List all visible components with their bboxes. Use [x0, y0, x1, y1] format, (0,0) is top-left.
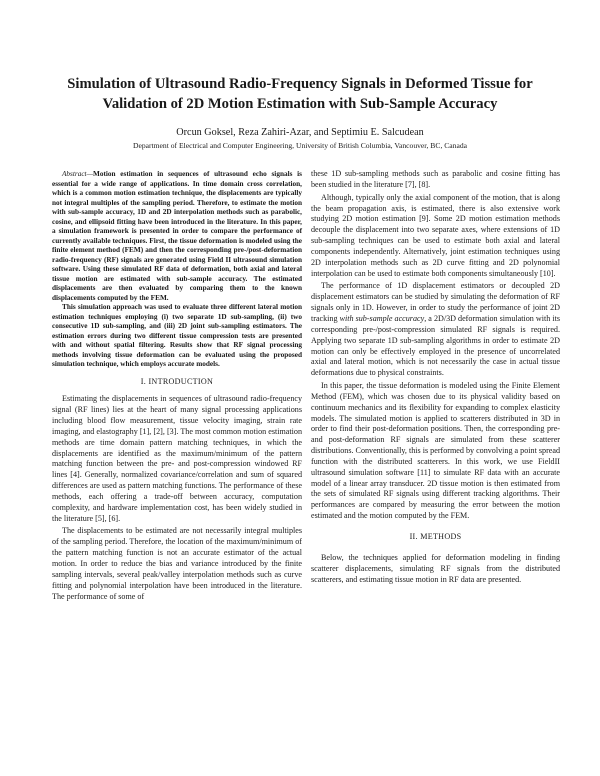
methods-paragraph-1: Below, the techniques applied for deformation modeling in finding scatterer displacements, simulating RF signals from the distributed scatterers, and estimating tissue motion in RF data are presented.	[311, 552, 560, 584]
section-heading-introduction: I. INTRODUCTION	[140, 376, 214, 386]
intro-paragraph-1: Estimating the displacements in sequences of ultrasound radio-frequency signal (RF lines) lies at the heart of many signal processing applications including blood flow measurement, tissue velocity imaging, strain rate imaging, and elastography [1], [2], [3]. The most common motion estimation methods are time domain pattern matching techniques, in which the displacements are identified as the maximum/minimum of the pattern matching function between the pre- and post-compression windowed RF lines [4]. Generally, normalized covariance/correlation and sum of squared differences are used as pattern matching functions. The performance of these methods, each offering a trade-off between accuracy, computation complexity, and hardware implementation cost, has been widely studied in the literature [5], [6].	[52, 394, 302, 523]
abstract-text-1: Motion estimation in sequences of ultrasound echo signals is essential for a wide range of applications. In time domain cross correlation, which is a common motion estimation technique, the displacements are typically not integral multiples of the sampling period. Therefore, to estimate the motion with sub-sample accuracy, 1D and 2D interpolation methods such as parabolic, cosine, and ellipsoid fitting have been introduced in the literature. In this paper, a simulation framework is presented in order to compare the performance of currently available techniques. First, the tissue deformation is modeled using the finite element method (FEM) and then the corresponding pre-/post-deformation radio-frequency (RF) signals are generated using Field II ultrasound simulation software. Using these simulated RF data of deformation, both axial and lateral tissue motion are estimated with sub-sample accuracy. The estimated displacements are then evaluated by comparing them to the known displacements computed by the FEM.	[52, 170, 302, 302]
abstract-paragraph-2: This simulation approach was used to evaluate three different lateral motion estimation techniques employing (i) two separate 1D sub-sampling, (ii) two consecutive 1D sub-sampling, and (iii) 2D joint sub-sampling estimators. The estimation errors during two different tissue compression tests are presented with and without spatial filtering. Results show that RF signal processing methods involving tissue deformation can be evaluated using the proposed simulation technique, which employs accurate models.	[52, 303, 302, 368]
abstract-label: Abstract	[62, 170, 87, 178]
left-column	[52, 170, 302, 604]
paper-affiliation: Department of Electrical and Computer Engineering, University of British Columbia, Vancouver, BC, Canada	[132, 141, 468, 150]
intro-paragraph-4: Although, typically only the axial component of the motion, that is along the beam propagation axis, is estimated, there is also extensive work studying 2D motion estimation [9]. Some 2D motion estimation methods decouple the displacement into two separate axes, where extensions of 1D sub-sampling techniques can be used to estimate both axial and lateral components independently. Alternatively, joint estimation techniques using 2D interpolation methods such as 2D curve fitting and 2D polynomial interpolation can be used to estimate both components simultaneously [10].	[311, 192, 560, 278]
intro-paragraph-6: In this paper, the tissue deformation is modeled using the Finite Element Method (FEM), which was chosen due to its physical validity based on continuum mechanics and its flexibility for expanding to complex elasticity models. The simulated motion is applied to scatterers distributed in 3D in order to find their post-deformation positions. Then, the corresponding pre- and post-deformation RF signals are simulated from these scatterer distributions. Conventionally, this is performed by convolving a point spread function with the distributed scatterers. In this work, we use FieldII ultrasound simulation software [11] to simulate RF data with an accurate model of a linear array transducer. 2D tissue motion is then estimated from the sets of simulated RF signals using different tracking algorithms. Their performances are compared by measuring the error between the motion estimated and the motion computed by the FEM.	[311, 381, 560, 521]
intro-paragraph-5-b: , a 2D/3D deformation simulation with its corresponding pre-/post-compression simulated RF signals is required. Applying two separate 1D sub-sampling algorithms in order to estimate 2D motion can only be effectively employed in the presence of uncorrelated axial and lateral motion, which is not necessarily the case in actual tissue deformations due to physical constraints.	[311, 313, 560, 378]
section-heading-methods: II. METHODS	[409, 532, 462, 541]
paper-authors: Orcun Goksel, Reza Zahiri-Azar, and Septimiu E. Salcudean	[176, 127, 424, 138]
intro-paragraph-2: The displacements to be estimated are not necessarily integral multiples of the sampling period. Therefore, the location of the maximum/minimum of the pattern matching function is not an accurate estimator of the actual motion. In order to reduce the bias and variance introduced by the finite sampling intervals, several peak/valley interpolation methods such as curve fitting and polynomial interpolation have been introduced in the literature. The performance of some of	[52, 526, 302, 601]
intro-paragraph-5-a: The performance of 1D displacement estimators or decoupled 2D displacement estimators can be studied by simulating the deformation of RF signals only in 1D. However, in order to study the performance of joint 2D tracking	[311, 281, 560, 323]
paper-title: Simulation of Ultrasound Radio-Frequency Signals in Deformed Tissue for Validation of 2D Motion Estimation with Sub-Sample Accuracy	[67, 76, 533, 112]
intro-paragraph-5	[311, 281, 560, 379]
intro-paragraph-5-emphasis: with sub-sample accuracy	[339, 313, 425, 323]
intro-paragraph-3: these 1D sub-sampling methods such as parabolic and cosine fitting has been studied in the literature [7], [8].	[311, 169, 560, 189]
abstract-paragraph-1: Abstract—Motion estimation in sequences of ultrasound echo signals is essential for a wide range of applications. In time domain cross correlation, which is a common motion estimation technique, the displacements are typically not integral multiples of the sampling period. Therefore, to estimate the motion with sub-sample accuracy, 1D and 2D interpolation methods such as parabolic, cosine, and ellipsoid fitting have been introduced in the literature. In this paper, a simulation framework is presented in order to compare the performance of currently available techniques. First, the tissue deformation is modeled using the finite element method (FEM) and then the corresponding pre-/post-deformation radio-frequency (RF) signals are generated using Field II ultrasound simulation software. Using these simulated RF data of deformation, both axial and lateral tissue motion are estimated with sub-sample accuracy. The estimated displacements are then evaluated by comparing them to the known displacements computed by the FEM.	[52, 170, 302, 302]
right-column	[311, 169, 560, 587]
